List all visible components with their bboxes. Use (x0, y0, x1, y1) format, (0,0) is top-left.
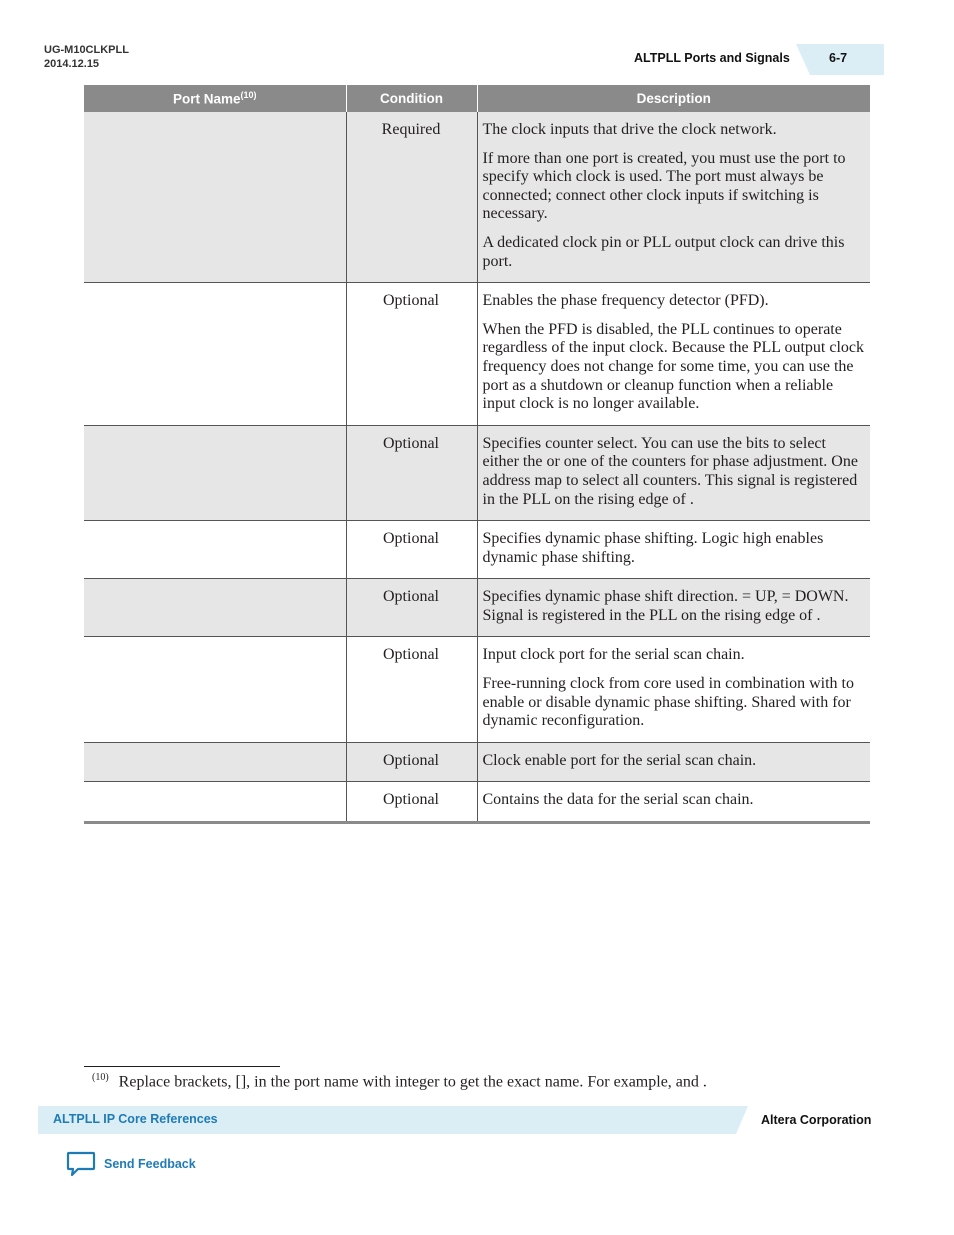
condition-cell: Optional (346, 425, 477, 520)
table-row (84, 521, 870, 579)
port-name-cell (84, 579, 346, 637)
condition-cell: Optional (346, 521, 477, 579)
description-cell: Enables the phase frequency detector (PFD). When the PFD is disabled, the PLL continues to operate regardless of the input clock. Because the PLL output clock frequency does not change for some time, you can use the port as a shutdown or cleanup function when a reliable input clock is no longer available. (477, 283, 870, 426)
feedback-icon (66, 1150, 96, 1178)
col-description: Description (477, 85, 870, 112)
table-row (84, 425, 870, 520)
footnote-divider (84, 1066, 280, 1067)
condition-cell: Optional (346, 742, 477, 782)
port-name-cell (84, 521, 346, 579)
table-row (84, 112, 870, 283)
footnote-text: Replace brackets, [], in the port name with integer to get the exact name. For example, and . (118, 1073, 707, 1091)
port-name-cell (84, 112, 346, 283)
port-name-cell (84, 637, 346, 742)
description-cell: Clock enable port for the serial scan chain. (477, 742, 870, 782)
table-row (84, 742, 870, 782)
description-cell: Input clock port for the serial scan chain. Free-running clock from core used in combination with to enable or disable dynamic phase shifting. Shared with for dynamic reconfiguration. (477, 637, 870, 742)
col-condition: Condition (346, 85, 477, 112)
send-feedback-link[interactable] (66, 1150, 196, 1178)
description-cell: The clock inputs that drive the clock network. If more than one port is created, you must use the port to specify which clock is used. The port must always be connected; connect other clock inputs if switching is necessary. A dedicated clock pin or PLL output clock can drive this port. (477, 112, 870, 283)
description-cell: Specifies counter select. You can use the bits to select either the or one of the counters for phase adjustment. One address map to select all counters. This signal is registered in the PLL on the rising edge of . (477, 425, 870, 520)
condition-cell: Optional (346, 782, 477, 823)
table-row (84, 782, 870, 823)
port-name-cell (84, 425, 346, 520)
port-name-cell (84, 742, 346, 782)
footer-section-link[interactable]: ALTPLL IP Core References (53, 1112, 218, 1126)
port-name-cell (84, 782, 346, 823)
doc-id: UG-M10CLKPLL (44, 44, 129, 56)
footnote-ref: (10) (240, 90, 257, 101)
condition-cell: Required (346, 112, 477, 283)
footnote (92, 1072, 707, 1091)
footer-company: Altera Corporation (761, 1113, 872, 1127)
footnote-marker: (10) (92, 1072, 109, 1083)
doc-date: 2014.12.15 (44, 58, 100, 70)
description-cell: Specifies dynamic phase shifting. Logic high enables dynamic phase shifting. (477, 521, 870, 579)
port-name-cell (84, 283, 346, 426)
condition-cell: Optional (346, 283, 477, 426)
condition-cell: Optional (346, 579, 477, 637)
page-number: 6-7 (829, 51, 848, 65)
description-cell: Specifies dynamic phase shift direction. = UP, = DOWN. Signal is registered in the PLL on the rising edge of . (477, 579, 870, 637)
section-title: ALTPLL Ports and Signals (634, 51, 790, 65)
condition-cell: Optional (346, 637, 477, 742)
ports-table (84, 85, 870, 824)
table-row (84, 579, 870, 637)
table-row (84, 283, 870, 426)
col-port-name: Port Name$^{(10)}$ (84, 85, 346, 112)
description-cell: Contains the data for the serial scan chain. (477, 782, 870, 823)
table-row (84, 637, 870, 742)
send-feedback-label: Send Feedback (104, 1157, 196, 1171)
table-header-row (84, 85, 870, 112)
doc-id-block (44, 43, 129, 71)
